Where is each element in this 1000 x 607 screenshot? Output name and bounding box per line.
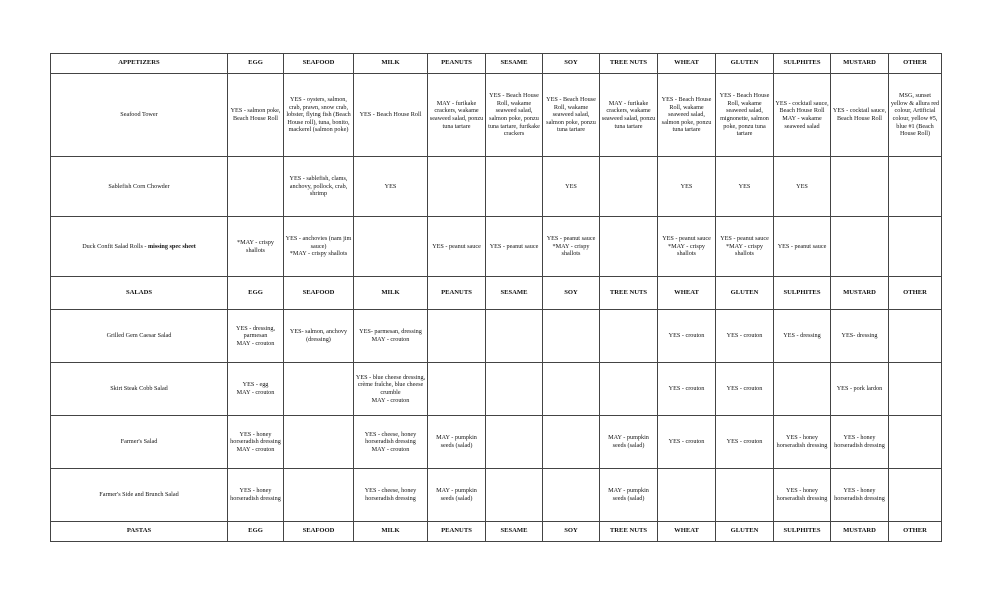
- allergen-cell: [600, 217, 658, 277]
- allergen-cell: MAY - pumpkin seeds (salad): [428, 416, 486, 469]
- allergen-cell: YES: [658, 157, 716, 217]
- table-row: [51, 217, 942, 277]
- allergen-cell: YES - honey horseradish dressing: [831, 469, 889, 522]
- allergen-cell: YES- dressing: [831, 310, 889, 363]
- allergen-cell: YES - crouton: [658, 363, 716, 416]
- dish-name: Farmer's Side and Brunch Salad: [99, 491, 179, 499]
- allergen-cell: MAY - pumpkin seeds (salad): [600, 469, 658, 522]
- allergen-cell: YES - Beach House Roll, wakame seaweed salad, mignonette, salmon poke, ponzu tuna tartare: [716, 74, 774, 157]
- allergen-cell: [284, 416, 354, 469]
- section-header-row: [51, 54, 942, 74]
- column-header: TREE NUTS: [600, 277, 658, 310]
- dish-name: Grilled Gem Caesar Salad: [106, 332, 172, 340]
- allergen-cell: [543, 469, 600, 522]
- allergen-cell: YES - peanut sauce *MAY - crispy shallots: [543, 217, 600, 277]
- column-header: PEANUTS: [428, 522, 486, 542]
- column-header: TREE NUTS: [600, 522, 658, 542]
- column-header: SOY: [543, 54, 600, 74]
- allergen-cell: [284, 469, 354, 522]
- allergen-cell: [716, 469, 774, 522]
- table-row: [51, 157, 942, 217]
- column-header: SOY: [543, 277, 600, 310]
- column-header: GLUTEN: [716, 277, 774, 310]
- dish-name-cell: [51, 74, 228, 157]
- allergen-cell: [543, 416, 600, 469]
- column-header: MILK: [354, 522, 428, 542]
- column-header: SOY: [543, 522, 600, 542]
- allergen-cell: YES: [543, 157, 600, 217]
- allergen-cell: [284, 363, 354, 416]
- column-header: PEANUTS: [428, 54, 486, 74]
- dish-name-cell: [51, 363, 228, 416]
- allergen-cell: YES - crouton: [716, 310, 774, 363]
- allergen-cell: YES - salmon poke, Beach House Roll: [228, 74, 284, 157]
- allergen-cell: MSG, sunset yellow & allura red colour, Artificial colour, yellow #5, blue #1 (Beach House Roll): [889, 74, 942, 157]
- column-header: MILK: [354, 54, 428, 74]
- dish-name: Seafood Tower: [120, 111, 158, 119]
- allergen-cell: YES - peanut sauce: [486, 217, 543, 277]
- column-header: SESAME: [486, 54, 543, 74]
- allergen-cell: MAY - furikake crackers, wakame seaweed salad, ponzu tuna tartare: [428, 74, 486, 157]
- column-header: GLUTEN: [716, 522, 774, 542]
- column-header: EGG: [228, 277, 284, 310]
- column-header: SULPHITES: [774, 522, 831, 542]
- dish-name-cell: [51, 416, 228, 469]
- allergen-cell: YES - pork lardon: [831, 363, 889, 416]
- allergen-cell: [831, 157, 889, 217]
- allergen-cell: YES - honey horseradish dressing: [774, 469, 831, 522]
- column-header: EGG: [228, 522, 284, 542]
- column-header: MUSTARD: [831, 522, 889, 542]
- allergen-cell: YES - Beach House Roll: [354, 74, 428, 157]
- allergen-cell: MAY - pumpkin seeds (salad): [428, 469, 486, 522]
- allergen-cell: YES: [774, 157, 831, 217]
- allergen-cell: YES - peanut sauce *MAY - crispy shallots: [658, 217, 716, 277]
- dish-name-note: missing spec sheet: [148, 242, 196, 250]
- allergen-cell: YES: [354, 157, 428, 217]
- allergen-table-body: [51, 54, 942, 542]
- allergen-cell: YES - crouton: [716, 416, 774, 469]
- allergen-cell: [600, 157, 658, 217]
- column-header: SEAFOOD: [284, 277, 354, 310]
- allergen-cell: YES - cocktail sauce, Beach House Roll: [831, 74, 889, 157]
- allergen-cell: YES - crouton: [658, 416, 716, 469]
- table-row: [51, 363, 942, 416]
- allergen-cell: YES - egg MAY - crouton: [228, 363, 284, 416]
- allergen-cell: YES: [716, 157, 774, 217]
- allergen-cell: YES - blue cheese dressing, crème fraîche, blue cheese crumble MAY - crouton: [354, 363, 428, 416]
- allergen-table: [50, 53, 942, 542]
- allergen-cell: YES - dressing, parmesan MAY - crouton: [228, 310, 284, 363]
- allergen-cell: [889, 310, 942, 363]
- dish-name-cell: [51, 217, 228, 277]
- allergen-cell: [486, 157, 543, 217]
- allergen-cell: YES- salmon, anchovy (dressing): [284, 310, 354, 363]
- column-header: OTHER: [889, 522, 942, 542]
- allergen-cell: [228, 157, 284, 217]
- column-header: SULPHITES: [774, 277, 831, 310]
- column-header: WHEAT: [658, 54, 716, 74]
- allergen-cell: [486, 469, 543, 522]
- allergen-cell: *MAY - crispy shallots: [228, 217, 284, 277]
- allergen-cell: YES - Beach House Roll, wakame seaweed salad, salmon poke, ponzu tuna tartare, furikake crackers: [486, 74, 543, 157]
- table-row: [51, 469, 942, 522]
- allergen-cell: [889, 416, 942, 469]
- allergen-cell: YES - Beach House Roll, wakame seaweed salad, salmon poke, ponzu tuna tartare: [543, 74, 600, 157]
- allergen-cell: [486, 310, 543, 363]
- section-header-row: [51, 522, 942, 542]
- column-header: MILK: [354, 277, 428, 310]
- allergen-cell: [428, 310, 486, 363]
- dish-name-cell: [51, 157, 228, 217]
- column-header: PEANUTS: [428, 277, 486, 310]
- column-header: WHEAT: [658, 522, 716, 542]
- dish-name: Duck Confit Salad Rolls -: [82, 242, 149, 250]
- allergen-cell: YES - oysters, salmon, crab, prawn, snow crab, lobster, flying fish (Beach House roll), tuna, bonito, mackerel (salmon poke): [284, 74, 354, 157]
- dish-name: Skirt Steak Cobb Salad: [110, 385, 168, 393]
- allergen-cell: YES - cocktail sauce, Beach House Roll MAY - wakame seaweed salad: [774, 74, 831, 157]
- allergen-cell: YES - peanut sauce *MAY - crispy shallots: [716, 217, 774, 277]
- allergen-cell: [889, 217, 942, 277]
- allergen-cell: [600, 310, 658, 363]
- allergen-cell: [486, 416, 543, 469]
- column-header: OTHER: [889, 277, 942, 310]
- allergen-cell: [658, 469, 716, 522]
- allergen-cell: [889, 363, 942, 416]
- allergen-cell: YES - honey horseradish dressing: [228, 469, 284, 522]
- column-header: MUSTARD: [831, 277, 889, 310]
- allergen-cell: MAY - furikake crackers, wakame seaweed salad, ponzu tuna tartare: [600, 74, 658, 157]
- dish-name: Farmer's Salad: [120, 438, 158, 446]
- table-row: [51, 310, 942, 363]
- column-header: SESAME: [486, 277, 543, 310]
- allergen-cell: [543, 310, 600, 363]
- allergen-cell: YES - honey horseradish dressing MAY - crouton: [228, 416, 284, 469]
- allergen-cell: [428, 157, 486, 217]
- allergen-cell: YES - sablefish, clams, anchovy, pollock, crab, shrimp: [284, 157, 354, 217]
- section-title: PASTAS: [51, 522, 228, 542]
- allergen-cell: [774, 363, 831, 416]
- section-title: SALADS: [51, 277, 228, 310]
- column-header: WHEAT: [658, 277, 716, 310]
- section-header-row: [51, 277, 942, 310]
- column-header: SULPHITES: [774, 54, 831, 74]
- table-row: [51, 74, 942, 157]
- column-header: OTHER: [889, 54, 942, 74]
- column-header: SEAFOOD: [284, 522, 354, 542]
- column-header: GLUTEN: [716, 54, 774, 74]
- allergen-cell: [354, 217, 428, 277]
- allergen-cell: YES - anchovies (nam jim sauce) *MAY - crispy shallots: [284, 217, 354, 277]
- allergen-cell: YES - honey horseradish dressing: [774, 416, 831, 469]
- allergen-cell: YES - crouton: [716, 363, 774, 416]
- column-header: TREE NUTS: [600, 54, 658, 74]
- allergen-cell: [428, 363, 486, 416]
- allergen-cell: [889, 469, 942, 522]
- allergen-cell: [889, 157, 942, 217]
- allergen-cell: [486, 363, 543, 416]
- allergen-cell: MAY - pumpkin seeds (salad): [600, 416, 658, 469]
- column-header: MUSTARD: [831, 54, 889, 74]
- allergen-cell: YES- parmesan, dressing MAY - crouton: [354, 310, 428, 363]
- allergen-cell: YES - cheese, honey horseradish dressing MAY - crouton: [354, 416, 428, 469]
- table-row: [51, 416, 942, 469]
- column-header: SESAME: [486, 522, 543, 542]
- allergen-cell: YES - Beach House Roll, wakame seaweed salad, salmon poke, ponzu tuna tartare: [658, 74, 716, 157]
- section-title: APPETIZERS: [51, 54, 228, 74]
- allergen-cell: YES - peanut sauce: [428, 217, 486, 277]
- allergen-cell: YES - crouton: [658, 310, 716, 363]
- allergen-cell: YES - cheese, honey horseradish dressing: [354, 469, 428, 522]
- column-header: EGG: [228, 54, 284, 74]
- dish-name: Sablefish Corn Chowder: [108, 182, 170, 190]
- allergen-cell: YES - honey horseradish dressing: [831, 416, 889, 469]
- allergen-cell: [831, 217, 889, 277]
- allergen-cell: [543, 363, 600, 416]
- dish-name-cell: [51, 310, 228, 363]
- allergen-cell: YES - dressing: [774, 310, 831, 363]
- allergen-cell: [600, 363, 658, 416]
- column-header: SEAFOOD: [284, 54, 354, 74]
- dish-name-cell: [51, 469, 228, 522]
- allergen-cell: YES - peanut sauce: [774, 217, 831, 277]
